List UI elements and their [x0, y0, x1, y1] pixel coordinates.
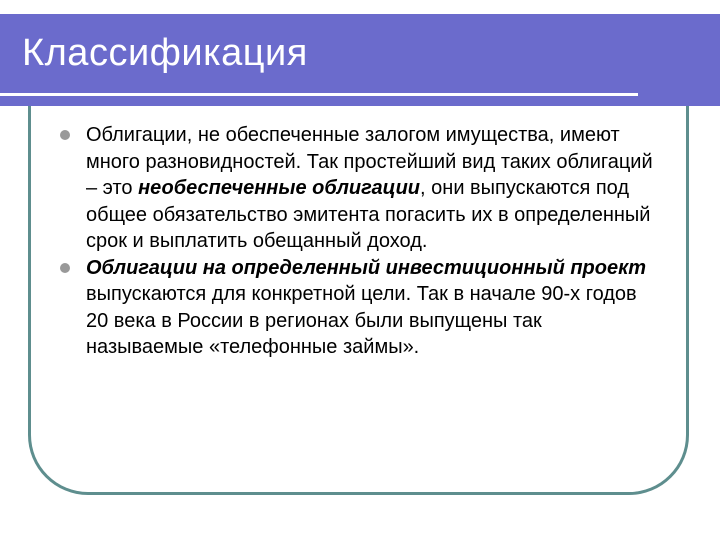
header-accent	[682, 14, 720, 106]
bullet-item-1	[60, 122, 660, 255]
bullet-text-1-emphasis: необеспеченные облигации	[138, 177, 421, 199]
bullet-text-2-part-2: выпускаются для конкретной цели. Так в начале 90-х годов 20 века в России в регионах были выпущены так называемые «телефонные займы».	[86, 283, 637, 358]
bullet-dot-icon	[60, 263, 70, 273]
bullet-text-1-part-3: , они выпускаются под общее обязательство эмитента погасить их в определенный срок и выплатить обещанный доход.	[86, 177, 651, 252]
bullet-dot-icon	[60, 130, 70, 140]
bullet-list	[60, 122, 660, 361]
title-underline	[0, 93, 638, 96]
bullet-item-2	[60, 255, 660, 361]
slide-title: Классификация	[22, 32, 308, 74]
bullet-text-2-emphasis: Облигации на определенный инвестиционный проект	[86, 256, 647, 279]
bullet-text-1-part-1: Облигации, не обеспеченные залогом имущества, имеют много разновидностей. Так простейший вид таких облигаций – это	[86, 124, 653, 199]
